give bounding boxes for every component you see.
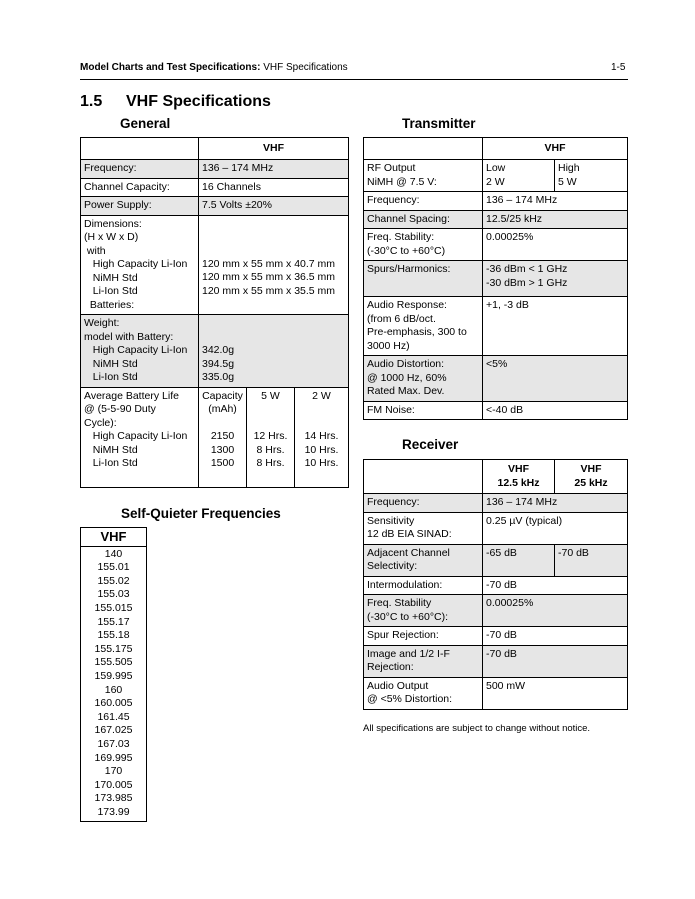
dimensions-label-line: Dimensions: xyxy=(84,217,142,230)
table-row xyxy=(364,356,628,402)
battery-5w-column xyxy=(247,387,295,487)
capacity-value: 1500 xyxy=(210,457,235,469)
tx-audio-distortion-line: @ 1000 Hz, 60% xyxy=(367,371,447,384)
tx-frequency-label: Frequency: xyxy=(364,192,483,211)
self-quieter-table xyxy=(80,527,147,822)
rx-image-if-line: Rejection: xyxy=(367,661,414,673)
dimensions-value-line: 120 mm x 55 mm x 35.5 mm xyxy=(202,284,336,297)
dimensions-label-line: NiMH Std xyxy=(84,271,138,284)
rx-adjacent-label xyxy=(364,544,483,576)
receiver-col-25-title: VHF xyxy=(580,463,602,475)
running-header xyxy=(80,62,348,73)
tx-spurs-line: -36 dBm < 1 GHz xyxy=(486,263,568,275)
tx-audio-distortion-line: Rated Max. Dev. xyxy=(367,385,445,397)
table-row xyxy=(364,677,628,709)
table-row xyxy=(81,215,349,315)
section-title-text: VHF Specifications xyxy=(126,93,271,110)
general-frequency-value: 136 – 174 MHz xyxy=(199,160,349,179)
battery-label-line: Cycle): xyxy=(84,416,117,429)
tx-stability-line: (-30°C to +60°C) xyxy=(367,244,446,257)
receiver-col-12-5 xyxy=(483,460,555,494)
tx-stability-line: Freq. Stability: xyxy=(367,231,435,243)
weight-value-line: 335.0g xyxy=(202,371,235,383)
self-quieter-frequency: 167.03 xyxy=(97,737,130,750)
tx-fm-noise-value: <-40 dB xyxy=(483,401,628,420)
transmitter-header-blank xyxy=(364,138,483,160)
general-table xyxy=(80,137,349,488)
dimensions-label-line: Batteries: xyxy=(84,298,135,311)
table-row xyxy=(364,210,628,229)
self-quieter-list xyxy=(81,546,147,822)
table-row xyxy=(364,192,628,211)
rx-sensitivity-label xyxy=(364,512,483,544)
general-weight-value xyxy=(199,315,349,388)
tx-rf-output-high xyxy=(555,160,628,192)
rx-image-if-label xyxy=(364,645,483,677)
receiver-header-blank xyxy=(364,460,483,494)
general-header-blank xyxy=(81,138,199,160)
rx-stability-line: Freq. Stability xyxy=(367,597,432,609)
self-quieter-frequency: 155.01 xyxy=(97,561,130,574)
table-row xyxy=(364,261,628,297)
self-quieter-frequency: 173.985 xyxy=(94,792,133,805)
self-quieter-frequency: 155.015 xyxy=(94,601,133,614)
section-number: 1.5 xyxy=(80,93,103,110)
capacity-value: 1300 xyxy=(210,443,235,456)
header-title: VHF Specifications xyxy=(263,62,348,73)
header-rule xyxy=(80,79,628,80)
weight-label-line: High Capacity Li-Ion xyxy=(84,344,188,356)
rf-output-line: NiMH @ 7.5 V: xyxy=(367,175,437,188)
tx-audio-distortion-label xyxy=(364,356,483,402)
tx-freq-stability-value: 0.00025% xyxy=(483,229,628,261)
rx-sensitivity-line: Sensitivity xyxy=(367,514,415,527)
receiver-col-12-5-sub: 12.5 kHz xyxy=(497,476,540,489)
receiver-heading: Receiver xyxy=(402,437,459,452)
battery-2w-column xyxy=(295,387,349,487)
weight-value-line: 342.0g xyxy=(202,344,235,356)
rx-intermod-label: Intermodulation: xyxy=(364,576,483,595)
battery-label-line: NiMH Std xyxy=(84,443,138,456)
rf-low-label: Low xyxy=(486,162,506,174)
self-quieter-frequency: 155.175 xyxy=(94,642,133,655)
dimensions-value-line: 120 mm x 55 mm x 36.5 mm xyxy=(202,271,336,283)
tx-rf-output-label xyxy=(364,160,483,192)
self-quieter-frequency: 155.17 xyxy=(97,615,130,628)
tx-audio-response-line: 3000 Hz) xyxy=(367,339,410,352)
tx-spurs-label: Spurs/Harmonics: xyxy=(364,261,483,297)
receiver-table xyxy=(363,459,628,710)
table-row xyxy=(364,576,628,595)
rf-high-label: High xyxy=(558,162,580,174)
table-row xyxy=(364,544,628,576)
self-quieter-frequency: 159.995 xyxy=(94,669,133,682)
dimensions-label-line: High Capacity Li-Ion xyxy=(84,258,188,270)
weight-label-line: model with Battery: xyxy=(84,330,174,343)
table-row xyxy=(364,160,628,192)
rx-intermod-value: -70 dB xyxy=(483,576,628,595)
battery-label-line: @ (5-5-90 Duty xyxy=(84,403,156,415)
self-quieter-frequency: 169.995 xyxy=(94,751,133,764)
table-row xyxy=(81,160,349,179)
general-channel-capacity-value: 16 Channels xyxy=(199,178,349,197)
weight-label-line: Li-Ion Std xyxy=(84,371,138,383)
table-row xyxy=(81,387,349,487)
rf-high-value: 5 W xyxy=(558,175,577,188)
self-quieter-frequency: 173.99 xyxy=(97,805,130,818)
table-row xyxy=(81,197,349,216)
rx-audio-output-line: @ <5% Distortion: xyxy=(367,693,453,705)
self-quieter-frequency: 155.02 xyxy=(97,574,130,587)
weight-label-line: Weight: xyxy=(84,317,120,329)
rx-frequency-label: Frequency: xyxy=(364,494,483,513)
weight-label-line: NiMH Std xyxy=(84,357,138,370)
rf-low-value: 2 W xyxy=(486,175,505,188)
battery-label-line: Li-Ion Std xyxy=(84,457,138,469)
general-heading: General xyxy=(120,116,171,131)
rx-sensitivity-value: 0.25 µV (typical) xyxy=(483,512,628,544)
rx-audio-output-label xyxy=(364,677,483,709)
self-quieter-frequency: 155.18 xyxy=(97,629,130,642)
tx-fm-noise-label: FM Noise: xyxy=(364,401,483,420)
battery-2w-value: 14 Hrs. xyxy=(304,430,339,442)
tx-audio-response-line: Audio Response: xyxy=(367,299,447,311)
tx-audio-response-line: Pre-emphasis, 300 to xyxy=(367,326,467,338)
page-number: 1-5 xyxy=(611,62,626,73)
battery-5w-value: 8 Hrs. xyxy=(256,457,285,469)
tx-channel-spacing-label: Channel Spacing: xyxy=(364,210,483,229)
table-row xyxy=(364,595,628,627)
table-row xyxy=(81,315,349,388)
rx-image-if-value: -70 dB xyxy=(483,645,628,677)
rx-sensitivity-line: 12 dB EIA SINAD: xyxy=(367,528,452,540)
rx-adjacent-line: Adjacent Channel xyxy=(367,546,450,559)
tx-channel-spacing-value: 12.5/25 kHz xyxy=(483,210,628,229)
dimensions-value-line: 120 mm x 55 mm x 40.7 mm xyxy=(202,257,336,270)
battery-2w-value: 10 Hrs. xyxy=(304,457,339,469)
tx-rf-output-low xyxy=(483,160,555,192)
general-col-header: VHF xyxy=(199,138,349,160)
table-row xyxy=(81,178,349,197)
capacity-header: Capacity xyxy=(202,389,243,402)
tx-audio-response-value: +1, -3 dB xyxy=(483,297,628,356)
battery-2w-value: 10 Hrs. xyxy=(304,443,339,456)
battery-5w-header: 5 W xyxy=(261,389,280,402)
table-row xyxy=(364,297,628,356)
rx-audio-output-value: 500 mW xyxy=(483,677,628,709)
tx-audio-distortion-line: Audio Distortion: xyxy=(367,358,445,370)
general-dimensions-label xyxy=(81,215,199,315)
capacity-value: 2150 xyxy=(210,430,235,442)
battery-capacity-column xyxy=(199,387,247,487)
rx-spur-rejection-value: -70 dB xyxy=(483,627,628,646)
battery-5w-value: 8 Hrs. xyxy=(256,443,285,456)
tx-audio-distortion-value: <5% xyxy=(483,356,628,402)
dimensions-label-line: Li-Ion Std xyxy=(84,285,138,297)
section-title xyxy=(80,93,271,111)
self-quieter-frequency: 155.505 xyxy=(94,656,133,669)
rx-image-if-line: Image and 1/2 I-F xyxy=(367,647,450,660)
self-quieter-frequency: 161.45 xyxy=(97,710,130,723)
self-quieter-frequency: 140 xyxy=(104,547,123,560)
battery-label-line: High Capacity Li-Ion xyxy=(84,430,188,442)
weight-value-line: 394.5g xyxy=(202,357,235,370)
tx-frequency-value: 136 – 174 MHz xyxy=(483,192,628,211)
rx-adjacent-value-12-5: -65 dB xyxy=(483,544,555,576)
general-power-supply-value: 7.5 Volts ±20% xyxy=(199,197,349,216)
receiver-col-12-5-title: VHF xyxy=(508,463,529,475)
table-row xyxy=(364,494,628,513)
transmitter-heading: Transmitter xyxy=(402,116,476,131)
receiver-col-25 xyxy=(555,460,628,494)
rx-frequency-value: 136 – 174 MHz xyxy=(483,494,628,513)
tx-audio-response-line: (from 6 dB/oct. xyxy=(367,312,436,325)
rx-audio-output-line: Audio Output xyxy=(367,679,429,692)
dimensions-label-line: with xyxy=(84,244,106,257)
tx-audio-response-label xyxy=(364,297,483,356)
tx-spurs-value xyxy=(483,261,628,297)
rx-stability-line: (-30°C to +60°C): xyxy=(367,610,449,623)
general-channel-capacity-label: Channel Capacity: xyxy=(81,178,199,197)
capacity-unit: (mAh) xyxy=(208,403,237,415)
table-row xyxy=(364,645,628,677)
general-weight-label xyxy=(81,315,199,388)
table-row xyxy=(364,229,628,261)
rf-output-line: RF Output xyxy=(367,162,416,174)
header-chapter: Model Charts and Test Specifications: xyxy=(80,62,261,73)
rx-freq-stability-label xyxy=(364,595,483,627)
tx-freq-stability-label xyxy=(364,229,483,261)
self-quieter-frequency: 167.025 xyxy=(94,724,133,737)
dimensions-label-line: (H x W x D) xyxy=(84,231,139,243)
self-quieter-frequency: 160 xyxy=(104,683,123,696)
receiver-col-25-sub: 25 kHz xyxy=(574,476,608,489)
transmitter-table xyxy=(363,137,628,420)
general-frequency-label: Frequency: xyxy=(81,160,199,179)
table-row xyxy=(364,401,628,420)
general-dimensions-value xyxy=(199,215,349,315)
transmitter-col-header: VHF xyxy=(483,138,628,160)
rx-adjacent-value-25: -70 dB xyxy=(555,544,628,576)
battery-2w-header: 2 W xyxy=(312,389,331,402)
rx-spur-rejection-label: Spur Rejection: xyxy=(364,627,483,646)
self-quieter-frequency: 170 xyxy=(104,765,123,778)
self-quieter-heading: Self-Quieter Frequencies xyxy=(121,506,281,521)
footnote: All specifications are subject to change without notice. xyxy=(363,723,591,734)
rx-freq-stability-value: 0.00025% xyxy=(483,595,628,627)
general-battery-life-label xyxy=(81,387,199,487)
self-quieter-col-header: VHF xyxy=(81,528,147,547)
self-quieter-frequency: 160.005 xyxy=(94,697,133,710)
rx-adjacent-line: Selectivity: xyxy=(367,560,418,572)
self-quieter-frequency: 170.005 xyxy=(94,778,133,791)
tx-spurs-line: -30 dBm > 1 GHz xyxy=(486,276,568,289)
battery-5w-value: 12 Hrs. xyxy=(253,430,288,442)
table-row xyxy=(364,627,628,646)
table-row xyxy=(364,512,628,544)
self-quieter-frequency: 155.03 xyxy=(97,588,130,601)
battery-label-line: Average Battery Life xyxy=(84,389,179,402)
general-power-supply-label: Power Supply: xyxy=(81,197,199,216)
